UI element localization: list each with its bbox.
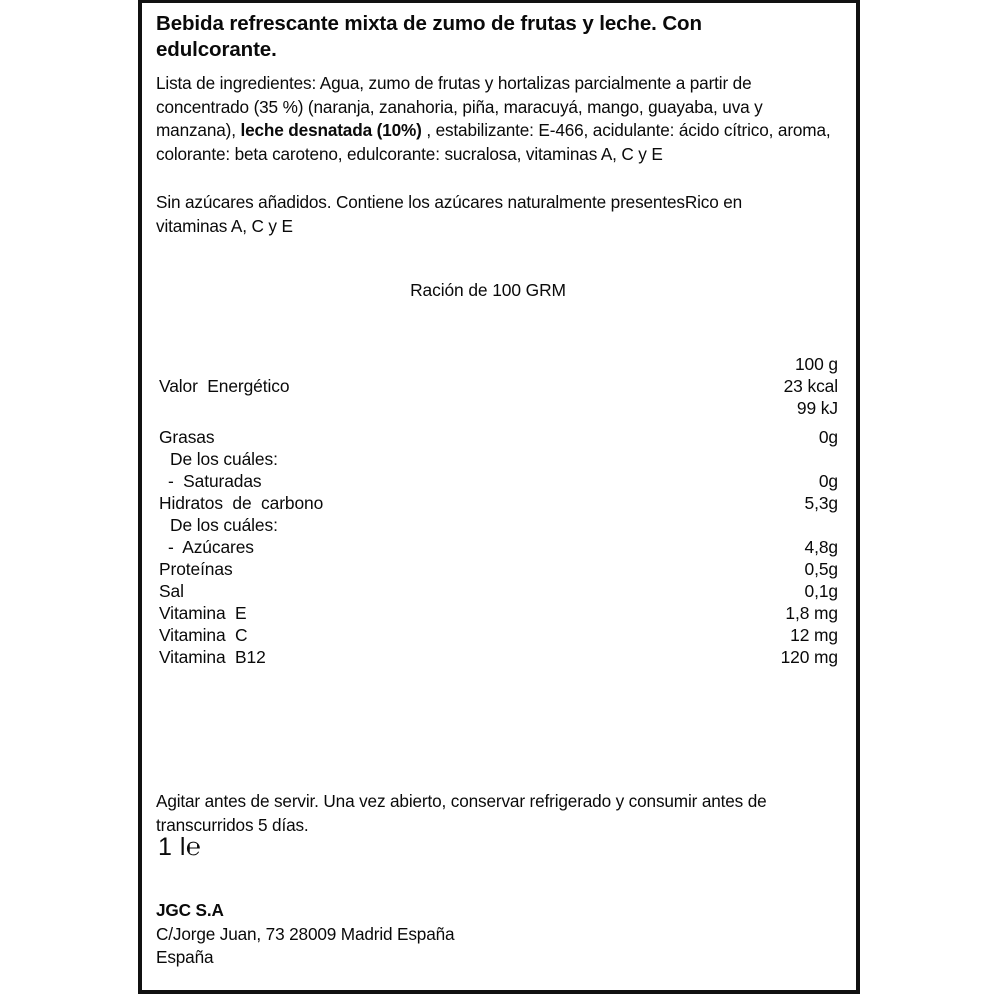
nutrient-value: 99 kJ (796, 398, 838, 418)
nutrient-label (156, 397, 572, 419)
product-title: Bebida refrescante mixta de zumo de frutas y leche. Con edulcorante. (156, 12, 702, 61)
table-row (156, 419, 838, 448)
manufacturer-address: C/Jorge Juan, 73 28009 Madrid España (156, 923, 455, 944)
nutrition-column-header: 100 g (794, 354, 838, 374)
nutrient-value: 5,3g (804, 493, 838, 513)
nutrient-value: 120 mg (780, 647, 838, 667)
table-row (156, 375, 838, 397)
manufacturer-country: España (156, 947, 214, 967)
nutrient-value: 0,5g (804, 559, 838, 579)
nutrient-label: De los cuáles: (170, 449, 278, 469)
nutrient-label: De los cuáles: (170, 515, 278, 535)
nutrient-value (572, 514, 838, 536)
table-row (156, 492, 838, 514)
nutrient-value: 0g (818, 427, 838, 447)
nutrient-label: Vitamina B12 (159, 647, 266, 667)
nutrition-table-body (156, 353, 838, 668)
table-row (156, 470, 838, 492)
ingredients-text-after-highlight: , estabilizante: E-466, acidulante: ácido cítrico, aroma, colorante: beta caroteno, edulcorante: sucralosa, vitaminas A, C y E (156, 120, 831, 164)
nutrient-value: 4,8g (804, 537, 838, 557)
nutrient-label: Sal (159, 581, 184, 601)
nutrition-label-frame (138, 0, 860, 994)
nutrient-label: - Saturadas (168, 471, 262, 491)
nutrient-label: Valor Energético (159, 376, 290, 396)
nutrient-value: 0,1g (804, 581, 838, 601)
table-row (156, 558, 838, 580)
nutrient-label-blank (156, 353, 572, 375)
serving-size-heading: Ración de 100 GRM (410, 280, 566, 300)
manufacturer-name: JGC S.A (156, 900, 224, 920)
nutrient-label: Vitamina C (159, 625, 248, 645)
manufacturer-block (156, 899, 454, 970)
nutrient-value: 0g (818, 471, 838, 491)
table-row-header (156, 353, 838, 375)
table-row (156, 580, 838, 602)
table-row (156, 624, 838, 646)
nutrition-claims: Sin azúcares añadidos. Contiene los azúcares naturalmente presentesRico en vitaminas A, C y E (156, 192, 743, 236)
nutrition-facts-table (156, 353, 838, 668)
nutrient-value: 12 mg (790, 625, 838, 645)
nutrient-label: Proteínas (159, 559, 233, 579)
storage-instructions: Agitar antes de servir. Una vez abierto, conservar refrigerado y consumir antes de transcurridos 5 días. (156, 791, 767, 835)
nutrient-label: Vitamina E (159, 603, 247, 623)
nutrient-value (572, 448, 838, 470)
table-row (156, 397, 838, 419)
nutrient-label: Hidratos de carbono (159, 493, 324, 513)
label-content (142, 3, 856, 990)
nutrient-label: Grasas (159, 427, 215, 447)
nutrient-value: 23 kcal (783, 376, 838, 396)
ingredients-list (156, 72, 838, 166)
nutrient-label: - Azúcares (168, 537, 254, 557)
ingredients-highlight-milk: leche desnatada (10%) (240, 120, 422, 140)
table-row (156, 514, 838, 536)
nutrient-value: 1,8 mg (785, 603, 838, 623)
net-volume: 1 l℮ (158, 833, 202, 861)
table-row (156, 602, 838, 624)
table-row (156, 448, 838, 470)
table-row (156, 646, 838, 668)
ingredients-text-before-highlight: Lista de ingredientes: Agua, zumo de frutas y hortalizas parcialmente a partir de concentrado (35 %) (naranja, zanahoria, piña, maracuyá, mango, guayaba, uva y manzana), (156, 73, 763, 140)
table-row (156, 536, 838, 558)
